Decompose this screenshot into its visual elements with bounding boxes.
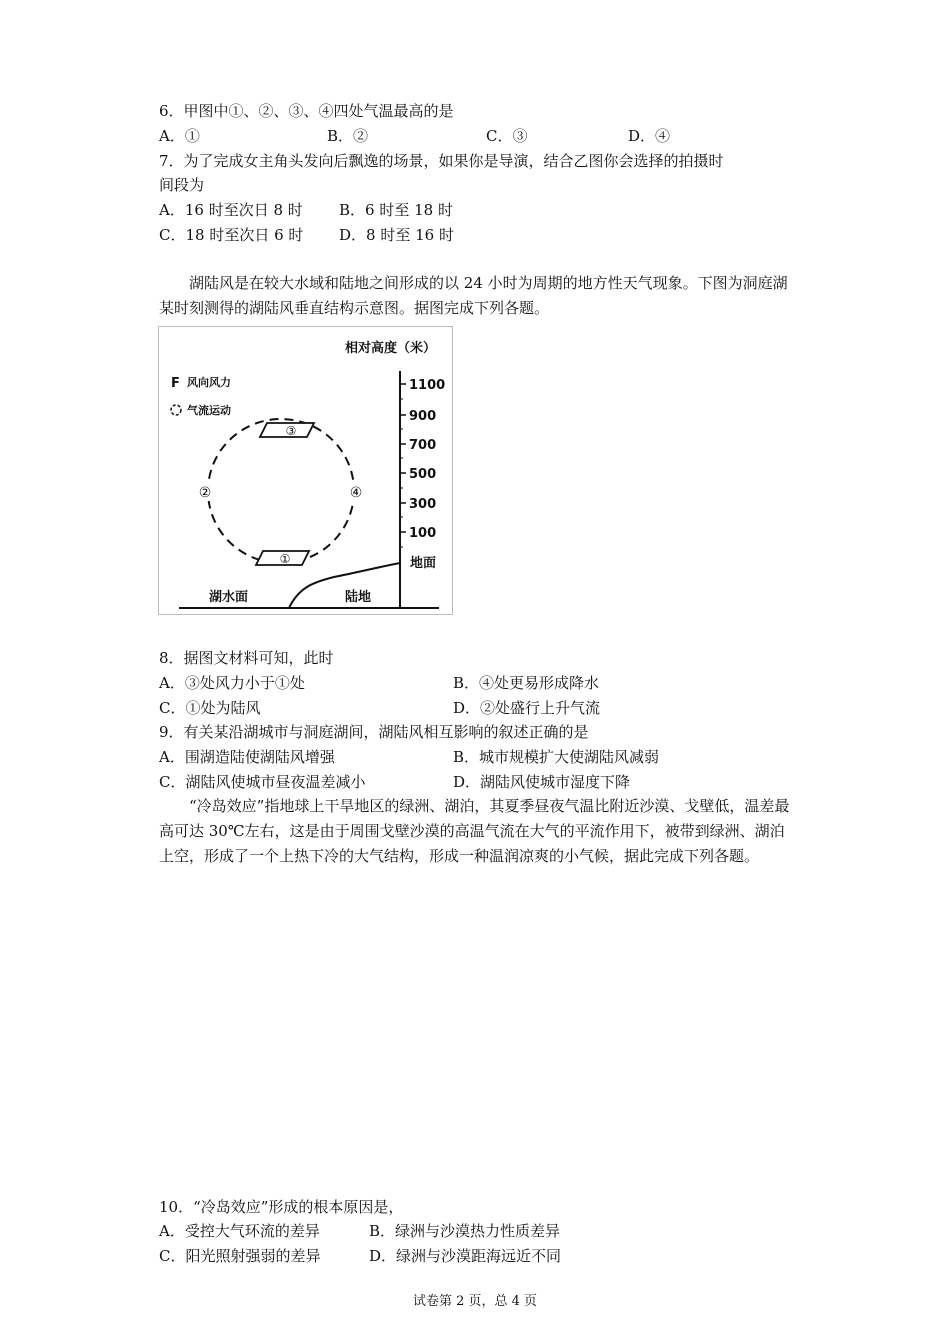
q8-option-d: D．②处盛行上升气流 <box>453 699 601 717</box>
wind-legend-icon: F <box>171 376 180 391</box>
land-label: 陆地 <box>345 590 372 605</box>
q7-option-b: B．6 时至 18 时 <box>339 201 453 219</box>
intro-lake-land-breeze: 湖陆风是在较大水域和陆地之间形成的以 24 小时为周期的地方性天气现象。下图为洞庭湖某时刻测得的湖陆风垂直结构示意图。据图完成下列各题。 <box>159 274 788 317</box>
legend-wind-label: 风向风力 <box>187 376 231 389</box>
q6-option-b: B．② <box>327 127 369 145</box>
axis-title: 相对高度（米） <box>345 341 437 356</box>
circulation-loop <box>208 419 354 563</box>
point-4-label: ④ <box>349 485 363 501</box>
page-footer: 试卷第 2 页，总 4 页 <box>412 1294 538 1309</box>
legend <box>171 375 231 417</box>
q9-option-a: A．围湖造陆使湖陆风增强 <box>159 748 335 766</box>
q10-option-d: D．绿洲与沙漠距海远近不同 <box>369 1247 562 1265</box>
q10-stem: 10．“冷岛效应”形成的根本原因是， <box>159 1198 404 1216</box>
intro-cold-island-effect: “冷岛效应”指地球上干旱地区的绿洲、湖泊，其夏季昼夜气温比附近沙漠、戈壁低，温差最高可达 30℃左右，这是由于周围戈壁沙漠的高温气流在大气的平流作用下，被带到绿洲、湖泊上空，形成了一个上热下冷的大气结构，形成一种温润凉爽的小气候，据此完成下列各题。 <box>159 797 790 865</box>
legend-airflow-label: 气流运动 <box>187 404 231 417</box>
ground-label: 地面 <box>410 556 437 571</box>
q7-option-c: C．18 时至次日 6 时 <box>159 226 304 244</box>
q7-stem-line2: 间段为 <box>159 176 205 194</box>
q8-stem: 8．据图文材料可知，此时 <box>159 649 334 667</box>
tick-900: 900 <box>409 409 437 424</box>
q8-option-b: B．④处更易形成降水 <box>453 674 600 692</box>
q8-option-c: C．①处为陆风 <box>159 699 261 717</box>
q7-option-d: D．8 时至 16 时 <box>339 226 454 244</box>
q9-option-b: B．城市规模扩大使湖陆风减弱 <box>453 748 660 766</box>
figure-svg <box>159 327 452 614</box>
tick-700: 700 <box>409 438 437 453</box>
q10-option-b: B．绿洲与沙漠热力性质差异 <box>369 1222 561 1240</box>
q9-option-c: C．湖陆风使城市昼夜温差减小 <box>159 773 366 791</box>
lake-land-breeze-figure <box>158 326 453 615</box>
q8-option-a: A．③处风力小于①处 <box>159 674 305 692</box>
tick-300: 300 <box>409 497 437 512</box>
q10-option-c: C．阳光照射强弱的差异 <box>159 1247 321 1265</box>
q9-stem: 9．有关某沿湖城市与洞庭湖间，湖陆风相互影响的叙述正确的是 <box>159 723 589 741</box>
tick-500: 500 <box>409 467 437 482</box>
point-3-label: ③ <box>285 424 297 438</box>
q6-option-c: C．③ <box>486 127 528 145</box>
tick-1100: 1100 <box>409 378 446 393</box>
q10-option-a: A．受控大气环流的差异 <box>159 1222 320 1240</box>
point-2-label: ② <box>198 485 212 501</box>
lake-label: 湖水面 <box>209 590 249 605</box>
q6-option-d: D．④ <box>628 127 671 145</box>
q6-option-a: A．① <box>159 127 200 145</box>
tick-100: 100 <box>409 526 437 541</box>
q7-option-a: A．16 时至次日 8 时 <box>159 201 303 219</box>
point-1-label: ① <box>279 552 291 566</box>
q9-option-d: D．湖陆风使城市湿度下降 <box>453 773 631 791</box>
q6-stem: 6．甲图中①、②、③、④四处气温最高的是 <box>159 102 454 120</box>
q7-stem-line1: 7．为了完成女主角头发向后飘逸的场景，如果你是导演，结合乙图你会选择的拍摄时 <box>159 152 724 170</box>
airflow-legend-icon <box>171 405 181 415</box>
